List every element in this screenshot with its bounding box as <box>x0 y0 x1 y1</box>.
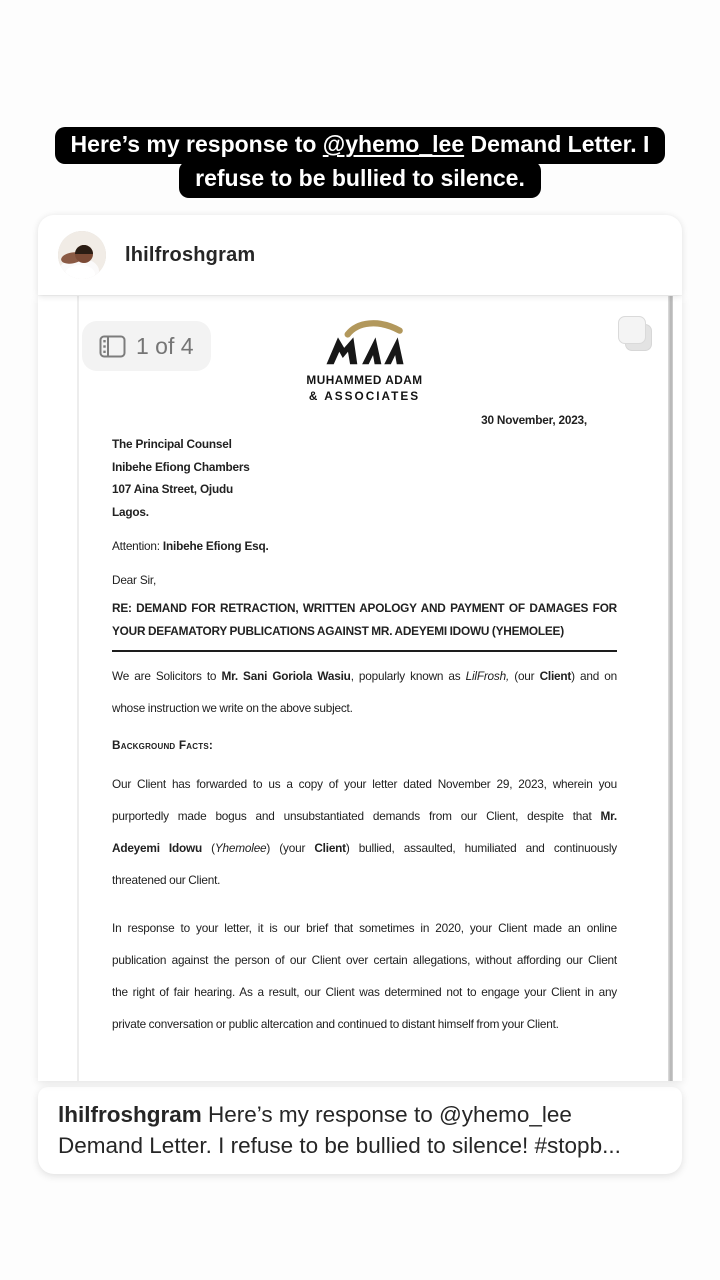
section-heading: Background Facts: <box>112 738 213 752</box>
letter-text-line <box>112 976 617 1008</box>
text-segment: whose instruction we write on the above subject. <box>112 701 353 715</box>
letter-text-line <box>112 800 617 832</box>
recipient-line: Lagos. <box>112 504 149 519</box>
text-segment: ( <box>202 841 215 855</box>
page-indicator-badge <box>82 321 211 371</box>
text-segment: ) (your <box>266 841 315 855</box>
post-username[interactable]: lhilfroshgram <box>125 243 256 266</box>
letter-text-line <box>112 692 617 724</box>
letter-text-line <box>112 768 617 800</box>
recipient-line: Inibehe Efiong Chambers <box>112 459 250 474</box>
text-segment: Mr. <box>600 809 617 823</box>
text-segment: Client <box>539 669 572 683</box>
text-segment: YOUR DEFAMATORY PUBLICATIONS AGAINST MR. ADEYEMI IDOWU (YHEMOLEE) <box>112 623 564 638</box>
story-caption-line1 <box>55 127 666 164</box>
text-segment: the right of fair hearing. As a result, our Client was determined not to engage your Client in any <box>112 985 617 999</box>
post-header <box>38 215 682 295</box>
instagram-post-card <box>38 215 682 1174</box>
letter-text-line <box>112 944 617 976</box>
text-segment: In response to your letter, it is our brief that sometimes in 2020, your Client made an online <box>112 921 617 935</box>
text-segment: ) and on <box>571 669 617 683</box>
gallery-icon <box>99 335 126 358</box>
story-caption-line2: refuse to be bullied to silence. <box>179 161 541 198</box>
text-segment: purportedly made bogus and unsubstantiated demands from our Client, despite that <box>112 809 601 823</box>
text-segment: Our Client has forwarded to us a copy of your letter dated November 29, 2023, wherein you <box>112 777 617 791</box>
text-segment: We are Solicitors to <box>112 669 222 683</box>
salutation: Dear Sir, <box>112 573 157 587</box>
demand-letter-page <box>38 296 682 1081</box>
text-segment: Demand Letter. I <box>464 131 650 157</box>
avatar[interactable] <box>58 231 106 279</box>
letter-text-line <box>112 864 617 896</box>
carousel-stack-icon <box>618 316 652 352</box>
post-image-document[interactable] <box>38 296 682 1081</box>
text-segment: Attention: <box>112 539 163 553</box>
subject-line <box>112 597 617 652</box>
text-segment: threatened our Client. <box>112 873 221 887</box>
letter-text-line <box>112 912 617 944</box>
text-segment: @yhemo_lee <box>322 131 465 157</box>
text-segment: publication against the person of our Client over certain allegations, without affording our Client <box>112 953 617 967</box>
text-segment: ) bullied, assaulted, humiliated and continuously <box>345 841 618 855</box>
letter-text-line <box>112 1008 617 1040</box>
text-segment: Here’s my response to <box>70 131 323 157</box>
recipient-line: The Principal Counsel <box>112 437 232 451</box>
post-caption-line2: Demand Letter. I refuse to be bullied to silence! #stopb... <box>58 1133 621 1158</box>
maa-logo-icon <box>295 320 435 372</box>
story-caption <box>0 127 720 198</box>
post-caption-line1 <box>58 1099 662 1130</box>
text-segment: Yhemolee <box>214 841 267 855</box>
letter-text-line <box>112 597 617 620</box>
stack-front-square <box>618 316 646 344</box>
text-segment: Mr. Sani Goriola Wasiu <box>221 669 351 683</box>
avatar-photo-icon <box>58 231 106 279</box>
recipient-line: 107 Aina Street, Ojudu <box>112 482 234 496</box>
text-segment: Adeyemi Idowu <box>112 841 202 855</box>
attention-line <box>112 539 617 553</box>
text-segment: (our <box>509 669 540 683</box>
firm-name: MUHAMMED ADAM <box>306 373 423 387</box>
text-segment: Here’s my response to @yhemo_lee <box>201 1102 572 1127</box>
text-segment: LilFrosh, <box>465 669 510 683</box>
text-segment: private conversation or public altercation and continued to distant himself from your Client. <box>112 1017 559 1031</box>
letter-text-line <box>112 620 617 643</box>
letter-date: 30 November, 2023, <box>481 413 587 427</box>
text-segment: Client <box>314 841 346 855</box>
text-segment: lhilfroshgram <box>58 1102 202 1127</box>
post-caption[interactable] <box>38 1087 682 1174</box>
text-segment: Inibehe Efiong Esq. <box>162 539 269 553</box>
letter-text-line <box>112 660 617 692</box>
letter-paragraph-intro <box>112 660 617 724</box>
recipient-address <box>112 433 617 523</box>
page-indicator-label: 1 of 4 <box>136 332 194 359</box>
letter-text-line <box>112 832 617 864</box>
text-segment: , popularly known as <box>350 669 466 683</box>
text-segment: RE: DEMAND FOR RETRACTION, WRITTEN APOLOGY AND PAYMENT OF DAMAGES FOR <box>112 601 617 615</box>
letter-paragraph-1 <box>112 768 617 896</box>
firm-subtitle: & ASSOCIATES <box>308 389 421 403</box>
letter-paragraph-2 <box>112 912 617 1040</box>
